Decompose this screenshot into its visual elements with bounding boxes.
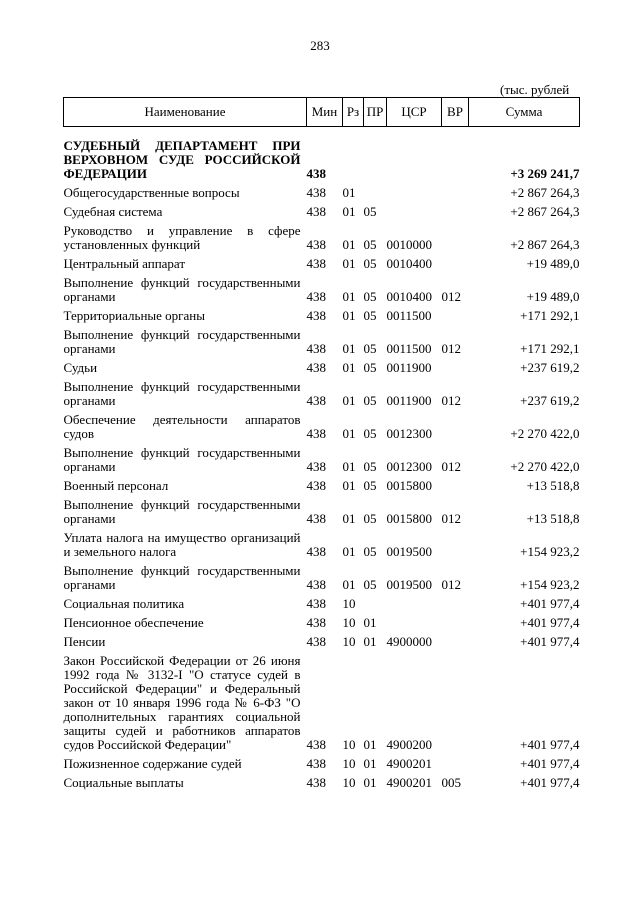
table-row xyxy=(64,127,580,182)
cell-pr: 01 xyxy=(363,756,377,771)
cell-min: 438 xyxy=(306,204,326,219)
cell-min: 438 xyxy=(306,393,326,408)
cell-sum: +401 977,4 xyxy=(520,615,580,630)
cell-csr: 0011900 xyxy=(386,360,432,375)
cell-rz: 01 xyxy=(342,308,356,323)
cell-name xyxy=(64,181,307,200)
row-name: Пенсии xyxy=(63,634,106,649)
cell-sum: +401 977,4 xyxy=(520,596,580,611)
row-name: Судьи xyxy=(63,360,98,375)
cell-sum: +13 518,8 xyxy=(526,478,580,493)
cell-sum: +237 619,2 xyxy=(520,360,580,375)
cell-pr: 05 xyxy=(363,204,377,219)
cell-sum: +401 977,4 xyxy=(520,737,580,752)
table-row xyxy=(64,592,580,611)
cell-min: 438 xyxy=(306,341,326,356)
cell-min: 438 xyxy=(306,459,326,474)
row-name: Пожизненное содержание судей xyxy=(63,756,242,771)
cell-csr: 0011500 xyxy=(386,308,432,323)
cell-pr: 05 xyxy=(363,459,377,474)
cell-name xyxy=(64,441,307,474)
cell-sum: +2 867 264,3 xyxy=(510,237,580,252)
cell-csr: 0011500 xyxy=(386,341,432,356)
cell-sum: +19 489,0 xyxy=(526,289,580,304)
cell-csr xyxy=(387,127,442,182)
table-header-row xyxy=(64,98,580,127)
cell-pr: 05 xyxy=(363,544,377,559)
cell-rz: 01 xyxy=(342,393,356,408)
cell-name xyxy=(64,356,307,375)
table-row xyxy=(64,441,580,474)
cell-name xyxy=(64,630,307,649)
cell-rz: 01 xyxy=(342,256,356,271)
table-row xyxy=(64,559,580,592)
cell-pr: 05 xyxy=(363,393,377,408)
cell-csr: 4900201 xyxy=(386,756,432,771)
cell-vr: 012 xyxy=(441,511,461,526)
row-name: Центральный аппарат xyxy=(63,256,186,271)
cell-name xyxy=(64,752,307,771)
cell-sum: +171 292,1 xyxy=(520,308,580,323)
table-row xyxy=(64,526,580,559)
cell-vr xyxy=(442,356,469,375)
table-row xyxy=(64,323,580,356)
cell-csr xyxy=(387,592,442,611)
cell-csr: 0019500 xyxy=(386,544,432,559)
units-note: (тыс. рублей xyxy=(500,82,570,97)
table-row xyxy=(64,200,580,219)
cell-rz: 01 xyxy=(342,289,356,304)
table-row xyxy=(64,474,580,493)
cell-name xyxy=(64,271,307,304)
cell-csr xyxy=(387,181,442,200)
cell-pr: 01 xyxy=(363,634,377,649)
table-row xyxy=(64,271,580,304)
table-row xyxy=(64,630,580,649)
cell-vr xyxy=(442,630,469,649)
cell-pr: 05 xyxy=(363,478,377,493)
cell-name xyxy=(64,375,307,408)
cell-name xyxy=(64,408,307,441)
row-name: Выполнение функций государственными органами xyxy=(63,497,301,526)
cell-rz: 01 xyxy=(342,185,356,200)
cell-vr xyxy=(442,649,469,752)
cell-name xyxy=(64,559,307,592)
cell-rz: 01 xyxy=(342,360,356,375)
cell-sum: +401 977,4 xyxy=(520,775,580,790)
cell-pr xyxy=(364,127,387,182)
table-row xyxy=(64,304,580,323)
cell-rz: 01 xyxy=(342,204,356,219)
table-row xyxy=(64,356,580,375)
cell-name xyxy=(64,771,307,790)
row-name: Уплата налога на имущество организаций и земельного налога xyxy=(63,530,301,559)
header-csr: ЦСР xyxy=(387,98,442,127)
cell-csr: 0010400 xyxy=(386,289,432,304)
cell-min: 438 xyxy=(306,615,326,630)
cell-rz: 01 xyxy=(342,341,356,356)
cell-rz: 10 xyxy=(342,756,356,771)
table-row xyxy=(64,649,580,752)
cell-rz: 01 xyxy=(342,577,356,592)
cell-vr: 012 xyxy=(441,577,461,592)
cell-min: 438 xyxy=(306,289,326,304)
cell-name xyxy=(64,200,307,219)
cell-pr xyxy=(364,181,387,200)
cell-pr: 01 xyxy=(363,737,377,752)
cell-vr: 012 xyxy=(441,341,461,356)
cell-vr: 012 xyxy=(441,459,461,474)
cell-name xyxy=(64,493,307,526)
cell-pr: 05 xyxy=(363,237,377,252)
cell-name xyxy=(64,526,307,559)
cell-pr: 01 xyxy=(363,775,377,790)
header-min: Мин xyxy=(307,98,343,127)
cell-sum: +2 270 422,0 xyxy=(510,459,580,474)
cell-csr: 4900000 xyxy=(386,634,432,649)
row-name: Пенсионное обеспечение xyxy=(63,615,204,630)
cell-sum: +401 977,4 xyxy=(520,634,580,649)
cell-vr xyxy=(442,252,469,271)
cell-sum: +401 977,4 xyxy=(520,756,580,771)
cell-name xyxy=(64,649,307,752)
cell-min: 438 xyxy=(306,256,326,271)
cell-min: 438 xyxy=(306,544,326,559)
cell-pr: 01 xyxy=(363,615,377,630)
table-row xyxy=(64,252,580,271)
cell-rz: 10 xyxy=(342,775,356,790)
cell-csr: 4900200 xyxy=(386,737,432,752)
cell-min: 438 xyxy=(306,360,326,375)
cell-vr xyxy=(442,304,469,323)
row-name: Выполнение функций государственными органами xyxy=(63,275,301,304)
cell-min: 438 xyxy=(306,166,326,181)
cell-vr xyxy=(442,219,469,252)
row-name: Социальные выплаты xyxy=(63,775,184,790)
cell-rz: 01 xyxy=(342,237,356,252)
cell-rz: 01 xyxy=(342,426,356,441)
row-name: Выполнение функций государственными органами xyxy=(63,563,301,592)
header-rz: Рз xyxy=(343,98,364,127)
cell-vr: 012 xyxy=(441,393,461,408)
cell-vr xyxy=(442,592,469,611)
cell-min: 438 xyxy=(306,237,326,252)
table-row xyxy=(64,752,580,771)
cell-sum: +154 923,2 xyxy=(520,544,580,559)
cell-pr: 05 xyxy=(363,289,377,304)
cell-sum: +154 923,2 xyxy=(520,577,580,592)
cell-rz: 10 xyxy=(342,615,356,630)
row-name: Социальная политика xyxy=(63,596,185,611)
cell-pr: 05 xyxy=(363,341,377,356)
cell-vr xyxy=(442,526,469,559)
cell-pr: 05 xyxy=(363,308,377,323)
budget-table xyxy=(63,97,580,790)
row-name: Закон Российской Федерации от 26 июня 1992 года № 3132-I "О статусе судей в Российской Федерации" и Федеральный закон от 10 января 1996 года № 6-ФЗ "О дополнительных гарантиях социальной защиты судей и работников аппаратов судов Российской Федерации" xyxy=(63,653,301,752)
cell-csr: 0015800 xyxy=(386,478,432,493)
cell-name xyxy=(64,304,307,323)
cell-vr xyxy=(442,200,469,219)
cell-csr: 0012300 xyxy=(386,426,432,441)
cell-csr: 0011900 xyxy=(386,393,432,408)
cell-sum: +3 269 241,7 xyxy=(510,166,580,181)
cell-rz: 10 xyxy=(342,596,356,611)
row-name: Выполнение функций государственными органами xyxy=(63,327,301,356)
cell-rz: 10 xyxy=(342,634,356,649)
cell-vr: 005 xyxy=(441,775,461,790)
table-row xyxy=(64,375,580,408)
table-row xyxy=(64,408,580,441)
row-name: Судебная система xyxy=(63,204,163,219)
cell-rz: 01 xyxy=(342,544,356,559)
cell-vr xyxy=(442,474,469,493)
cell-sum: +2 270 422,0 xyxy=(510,426,580,441)
row-name: Территориальные органы xyxy=(63,308,205,323)
cell-vr xyxy=(442,127,469,182)
cell-name xyxy=(64,219,307,252)
table-row xyxy=(64,611,580,630)
row-name: СУДЕБНЫЙ ДЕПАРТАМЕНТ ПРИ ВЕРХОВНОМ СУДЕ РОССИЙСКОЙ ФЕДЕРАЦИИ xyxy=(63,138,301,181)
cell-sum: +19 489,0 xyxy=(526,256,580,271)
cell-min: 438 xyxy=(306,511,326,526)
cell-min: 438 xyxy=(306,756,326,771)
cell-vr xyxy=(442,752,469,771)
cell-min: 438 xyxy=(306,737,326,752)
row-name: Руководство и управление в сфере установленных функций xyxy=(63,223,301,252)
cell-min: 438 xyxy=(306,308,326,323)
header-name: Наименование xyxy=(64,98,307,127)
cell-csr: 4900201 xyxy=(386,775,432,790)
table-row xyxy=(64,181,580,200)
cell-rz: 10 xyxy=(342,737,356,752)
cell-csr: 0015800 xyxy=(386,511,432,526)
table-row xyxy=(64,219,580,252)
cell-csr: 0010000 xyxy=(386,237,432,252)
cell-name xyxy=(64,611,307,630)
cell-min: 438 xyxy=(306,634,326,649)
cell-min: 438 xyxy=(306,478,326,493)
table-row xyxy=(64,493,580,526)
cell-csr xyxy=(387,611,442,630)
cell-vr: 012 xyxy=(441,289,461,304)
table-row xyxy=(64,771,580,790)
cell-name xyxy=(64,252,307,271)
cell-rz: 01 xyxy=(342,459,356,474)
header-pr: ПР xyxy=(364,98,387,127)
cell-name xyxy=(64,127,307,182)
cell-pr: 05 xyxy=(363,360,377,375)
cell-rz xyxy=(343,127,364,182)
cell-sum: +171 292,1 xyxy=(520,341,580,356)
cell-pr: 05 xyxy=(363,511,377,526)
cell-sum: +13 518,8 xyxy=(526,511,580,526)
cell-vr xyxy=(442,611,469,630)
cell-csr: 0012300 xyxy=(386,459,432,474)
cell-name xyxy=(64,592,307,611)
cell-pr: 05 xyxy=(363,426,377,441)
cell-rz: 01 xyxy=(342,478,356,493)
cell-csr: 0019500 xyxy=(386,577,432,592)
cell-min: 438 xyxy=(306,775,326,790)
header-sum: Сумма xyxy=(469,98,580,127)
row-name: Выполнение функций государственными органами xyxy=(63,379,301,408)
cell-vr xyxy=(442,181,469,200)
cell-pr: 05 xyxy=(363,577,377,592)
cell-csr: 0010400 xyxy=(386,256,432,271)
cell-pr: 05 xyxy=(363,256,377,271)
cell-sum: +2 867 264,3 xyxy=(510,204,580,219)
row-name: Выполнение функций государственными органами xyxy=(63,445,301,474)
cell-sum: +2 867 264,3 xyxy=(510,185,580,200)
cell-min: 438 xyxy=(306,185,326,200)
cell-csr xyxy=(387,200,442,219)
cell-sum: +237 619,2 xyxy=(520,393,580,408)
cell-name xyxy=(64,474,307,493)
row-name: Обеспечение деятельности аппаратов судов xyxy=(63,412,301,441)
header-vr: ВР xyxy=(442,98,469,127)
cell-pr xyxy=(364,592,387,611)
table-body xyxy=(64,127,580,791)
row-name: Общегосударственные вопросы xyxy=(63,185,240,200)
cell-rz: 01 xyxy=(342,511,356,526)
cell-min: 438 xyxy=(306,577,326,592)
page-number: 283 xyxy=(310,38,330,53)
cell-vr xyxy=(442,408,469,441)
cell-min: 438 xyxy=(306,426,326,441)
row-name: Военный персонал xyxy=(63,478,169,493)
cell-name xyxy=(64,323,307,356)
cell-min: 438 xyxy=(306,596,326,611)
